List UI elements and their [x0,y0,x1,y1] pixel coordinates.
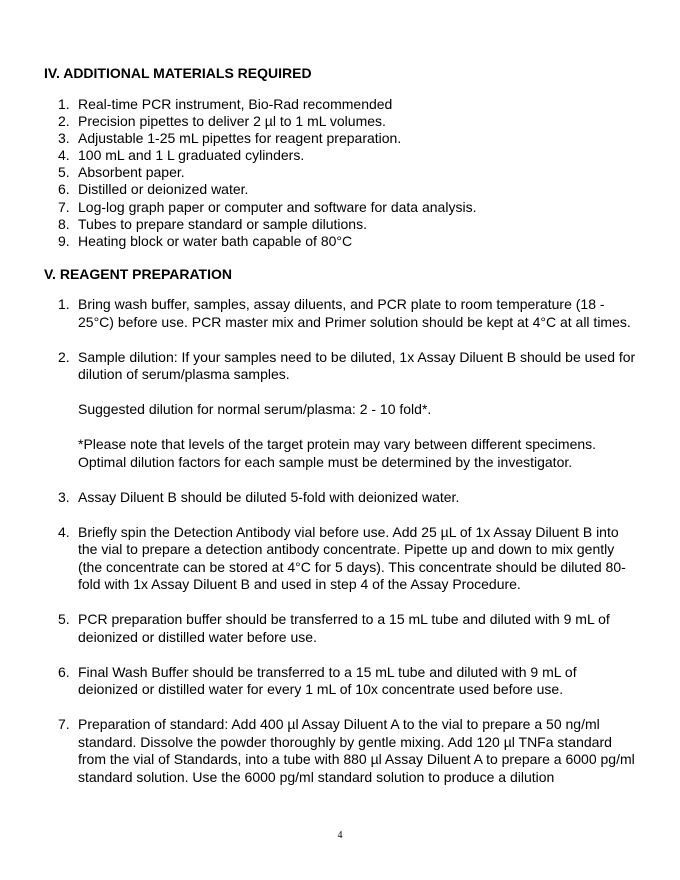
item-paragraph: Suggested dilution for normal serum/plasma: 2 - 10 fold*. [78,401,432,417]
item-number: 7. [58,716,70,732]
list-item [0,524,680,594]
item-number: 8. [58,215,70,232]
item-text: Log-log graph paper or computer and software for data analysis. [78,198,477,215]
item-number: 2. [58,113,70,130]
list-item [0,199,680,216]
item-text: Real-time PCR instrument, Bio-Rad recommended [78,96,393,112]
item-number: 2. [58,348,70,365]
item-paragraph: Preparation of standard: Add 400 µl Assay Diluent A to the vial to prepare a 50 ng/ml standard. Dissolve the powder thoroughly by gentle mixing. Add 120 µl TNFa standard from the vial of Standards, into a tube with 880 µl Assay Diluent A to prepare a 6000 pg/ml standard solution. Use the 6000 pg/ml standard solution to produce a dilution [78,716,635,785]
list-item [0,96,680,113]
item-number: 1. [58,296,70,312]
list-item [0,611,680,646]
page-number: 4 [337,830,343,841]
item-text: Absorbent paper. [78,164,185,181]
item-text: 100 mL and 1 L graduated cylinders. [78,147,305,164]
item-number: 5. [58,164,70,181]
list-item [0,147,680,164]
list-item [0,489,680,507]
list-item [0,130,680,147]
list-item [0,716,680,786]
section-heading-reagent-preparation: V. REAGENT PREPARATION [44,266,232,282]
reagent-steps-list [0,296,680,804]
item-text: Precision pipettes to deliver 2 µl to 1 mL volumes. [78,113,386,130]
list-item [0,664,680,699]
item-text: Tubes to prepare standard or sample dilutions. [78,215,367,232]
item-paragraph: Bring wash buffer, samples, assay diluents, and PCR plate to room temperature (18 - 25°C) before use. PCR master mix and Primer solution should be kept at 4°C at all times. [78,296,631,330]
item-paragraph: Assay Diluent B should be diluted 5-fold with deionized water. [78,488,460,505]
list-item [0,216,680,233]
item-number: 4. [58,147,70,164]
item-text: Adjustable 1-25 mL pipettes for reagent preparation. [78,130,402,147]
item-number: 7. [58,198,70,215]
item-paragraph: Final Wash Buffer should be transferred to a 15 mL tube and diluted with 9 mL of deionized or distilled water for every 1 mL of 10x concentrate used before use. [78,663,577,697]
list-item [0,233,680,250]
list-item [0,181,680,198]
item-paragraph: Briefly spin the Detection Antibody vial before use. Add 25 µL of 1x Assay Diluent B into the vial to prepare a detection antibody concentrate. Pipette up and down to mix gently (the concentrate can be stored at 4°C for 5 days). This concentrate should be diluted 80-fold with 1x Assay Diluent B and used in step 4 of the Assay Procedure. [78,523,626,592]
item-number: 4. [58,523,70,540]
item-number: 6. [58,663,70,680]
item-text: Heating block or water bath capable of 80°C [78,232,353,249]
item-number: 1. [58,96,70,112]
list-item [0,296,680,331]
list-item [0,164,680,181]
item-paragraph: *Please note that levels of the target protein may vary between different specimens. Optimal dilution factors for each sample must be determined by the investigator. [78,436,597,470]
item-paragraph: Sample dilution: If your samples need to be diluted, 1x Assay Diluent B should be used for dilution of serum/plasma samples. [78,348,636,382]
materials-list [0,96,680,250]
item-number: 5. [58,611,70,627]
item-number: 3. [58,488,70,505]
item-number: 6. [58,181,70,198]
list-item [0,349,680,472]
list-item [0,113,680,130]
item-text: Distilled or deionized water. [78,181,249,198]
item-paragraph: PCR preparation buffer should be transferred to a 15 mL tube and diluted with 9 mL of deionized or distilled water before use. [78,611,610,645]
item-number: 9. [58,232,70,249]
section-heading-additional-materials: IV. ADDITIONAL MATERIALS REQUIRED [44,65,312,81]
item-number: 3. [58,130,70,147]
